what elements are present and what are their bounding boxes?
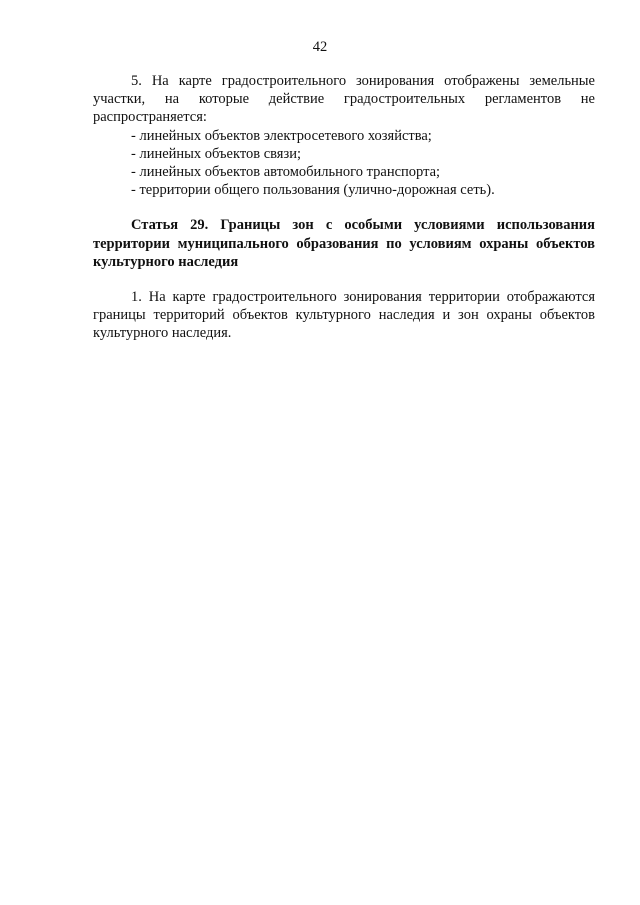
exempt-objects-list (93, 127, 595, 200)
article-paragraph: 1. На карте градостроительного зонирования территории отображаются границы территорий объектов культурного наследия и зон охраны объектов культурного наследия. (93, 289, 595, 342)
intro-paragraph-line-1: 5. На карте градостроительного зонирования отображены земельные (131, 73, 595, 89)
page-number: 42 (312, 39, 328, 55)
page-content (93, 72, 595, 343)
list-item: - территории общего пользования (улично-дорожная сеть). (131, 182, 495, 199)
intro-paragraph-line-3: распространяется: (93, 109, 207, 126)
list-item: - линейных объектов автомобильного транспорта; (131, 164, 441, 181)
intro-paragraph-line-2: участки, на которые действие градостроительных регламентов не (93, 91, 595, 108)
article-heading: Статья 29. Границы зон с особыми условиями использования территории муниципального образования по условиям охраны объектов культурного наследия (93, 217, 595, 270)
list-item: - линейных объектов связи; (131, 145, 301, 162)
list-item: - линейных объектов электросетевого хозяйства; (131, 127, 432, 144)
